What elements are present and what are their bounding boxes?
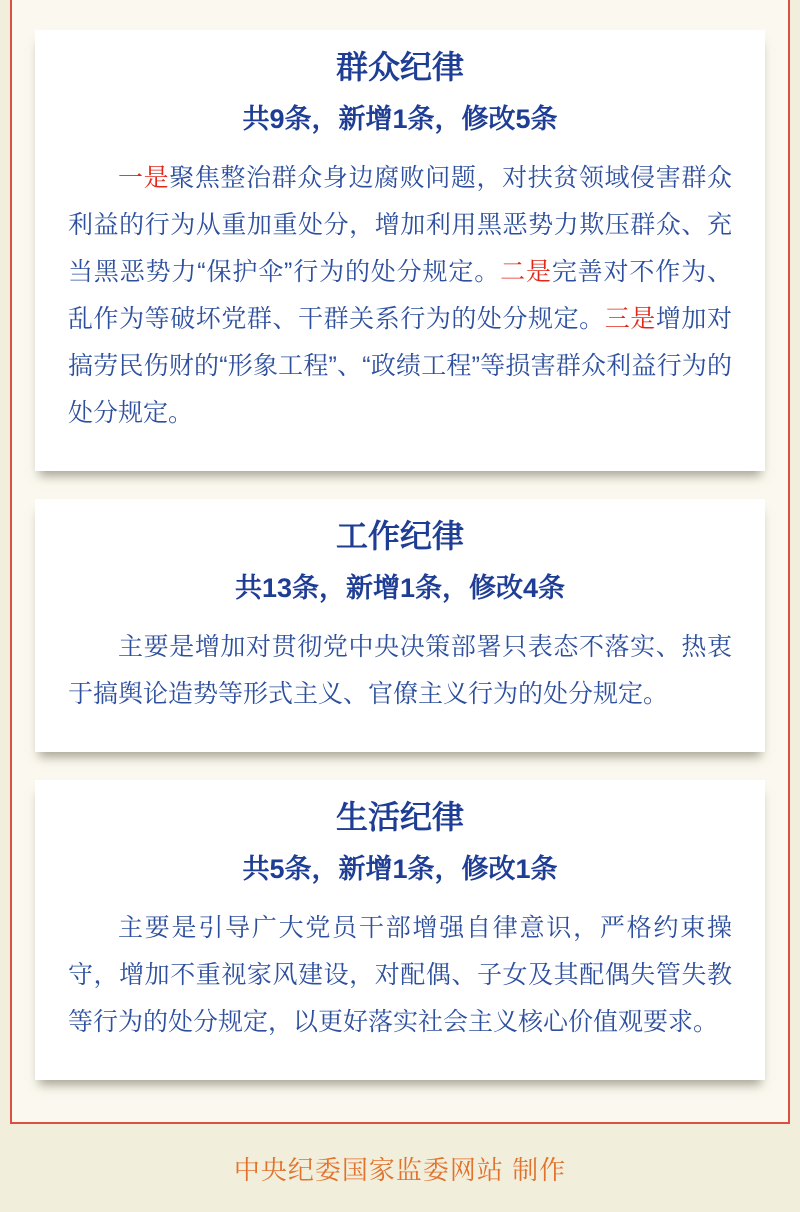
highlight-text: 一是 — [118, 164, 170, 192]
body-text: 主要是引导广大党员干部增强自律意识，严格约束操守，增加不重视家风建设，对配偶、子女及其配偶失管失教等行为的处分规定，以更好落实社会主义核心价值观要求。 — [68, 914, 732, 1036]
content-frame — [10, 0, 790, 1124]
card-subtitle: 共9条，新增1条，修改5条 — [242, 104, 558, 134]
card-subtitle: 共13条，新增1条，修改4条 — [234, 573, 566, 603]
highlight-text: 三是 — [604, 305, 656, 333]
card-title: 生活纪律 — [335, 799, 464, 835]
body-text: 完善对不作为、乱作为等破坏党群、干群关系行为的处分规定。 — [68, 258, 732, 333]
discipline-card-masses — [35, 30, 765, 471]
card-paragraph — [68, 624, 732, 718]
body-text: 聚焦整治群众身边腐败问题，对扶贫领域侵害群众利益的行为从重加重处分，增加利用黑恶势力欺压群众、充当黑恶势力“保护伞”行为的处分规定。 — [68, 164, 732, 286]
card-subtitle: 共5条，新增1条，修改1条 — [242, 854, 558, 884]
body-text: 主要是增加对贯彻党中央决策部署只表态不落实、热衷于搞舆论造势等形式主义、官僚主义行为的处分规定。 — [68, 633, 732, 708]
card-paragraph — [68, 905, 732, 1046]
card-title: 群众纪律 — [335, 49, 464, 85]
card-title: 工作纪律 — [335, 518, 464, 554]
discipline-card-work — [35, 499, 765, 752]
highlight-text: 二是 — [500, 258, 552, 286]
card-paragraph — [68, 155, 732, 437]
body-text: 增加对搞劳民伤财的“形象工程”、“政绩工程”等损害群众利益行为的处分规定。 — [68, 305, 732, 427]
footer-credit: 中央纪委国家监委网站 制作 — [233, 1155, 567, 1185]
discipline-card-life — [35, 780, 765, 1080]
